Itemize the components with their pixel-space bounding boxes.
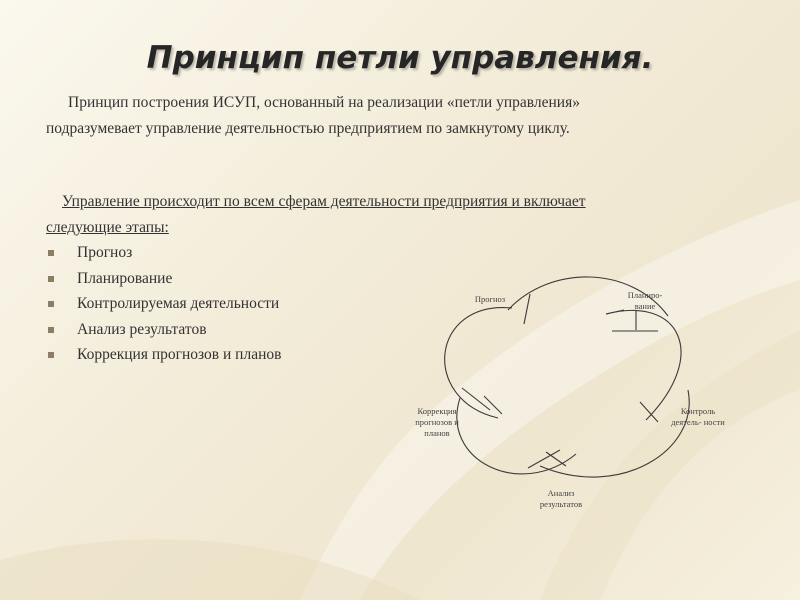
loop-svg <box>400 270 740 520</box>
stage-label: Анализ результатов <box>77 320 207 338</box>
list-item <box>46 342 281 368</box>
arrow-tick <box>524 294 530 324</box>
node-correction-label: Коррекция прогнозов и планов <box>415 406 459 438</box>
list-item <box>46 240 281 266</box>
node-control-label: Контроль деятель- ности <box>671 406 725 427</box>
arrow-tick <box>484 396 502 414</box>
stage-list <box>46 240 281 368</box>
loop-arc-planning <box>606 310 681 420</box>
node-forecast-label: Прогноз <box>474 294 506 304</box>
stage-label: Коррекция прогнозов и планов <box>77 346 282 363</box>
scope-paragraph: Управление происходит по всем сферам деятельности предприятия и включает следующие этапы: <box>46 193 586 236</box>
control-loop-diagram <box>400 270 740 520</box>
stage-label: Прогноз <box>77 244 133 261</box>
intro-paragraph: Принцип построения ИСУП, основанный на реализации «петли управления» подразумевает управление деятельностью предприятием по замкнутому циклу. <box>46 94 580 137</box>
stage-label: Контролируемая деятельности <box>77 295 280 312</box>
node-analysis-label: Анализ результатов <box>539 488 583 509</box>
square-bullet-icon <box>48 352 54 358</box>
square-bullet-icon <box>48 250 54 256</box>
node-planning-label: Планиро- вание <box>627 290 663 311</box>
arrow-tick <box>640 402 658 422</box>
arrow-tick <box>546 452 566 466</box>
stage-label: Планирование <box>77 269 173 287</box>
square-bullet-icon <box>48 276 54 282</box>
list-item <box>46 291 281 317</box>
square-bullet-icon <box>48 301 54 307</box>
list-item <box>46 266 281 292</box>
square-bullet-icon <box>48 327 54 333</box>
list-item <box>46 317 281 343</box>
page-title: Принцип петли управления. <box>146 40 654 76</box>
